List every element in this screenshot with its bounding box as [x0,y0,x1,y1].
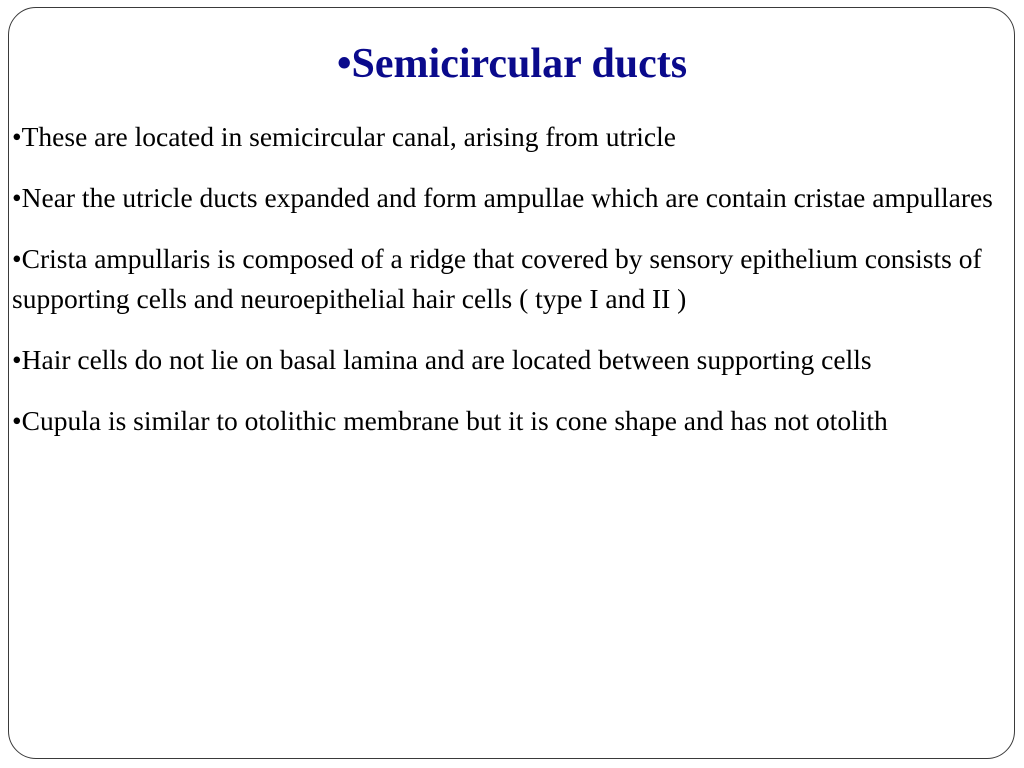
bullet-list [12,117,1012,462]
bullet-item: •These are located in semicircular canal, arising from utricle [12,121,676,152]
bullet-item: •Hair cells do not lie on basal lamina and are located between supporting cells [12,344,872,375]
bullet-item: •Crista ampullaris is composed of a ridge that covered by sensory epithelium consists of supporting cells and neuroepithelial hair cells ( type I and II ) [12,243,982,314]
bullet-item: •Cupula is similar to otolithic membrane but it is cone shape and has not otolith [12,405,888,436]
bullet-item: •Near the utricle ducts expanded and form ampullae which are contain cristae ampullares [12,182,993,213]
slide-title: •Semicircular ducts [336,41,688,87]
